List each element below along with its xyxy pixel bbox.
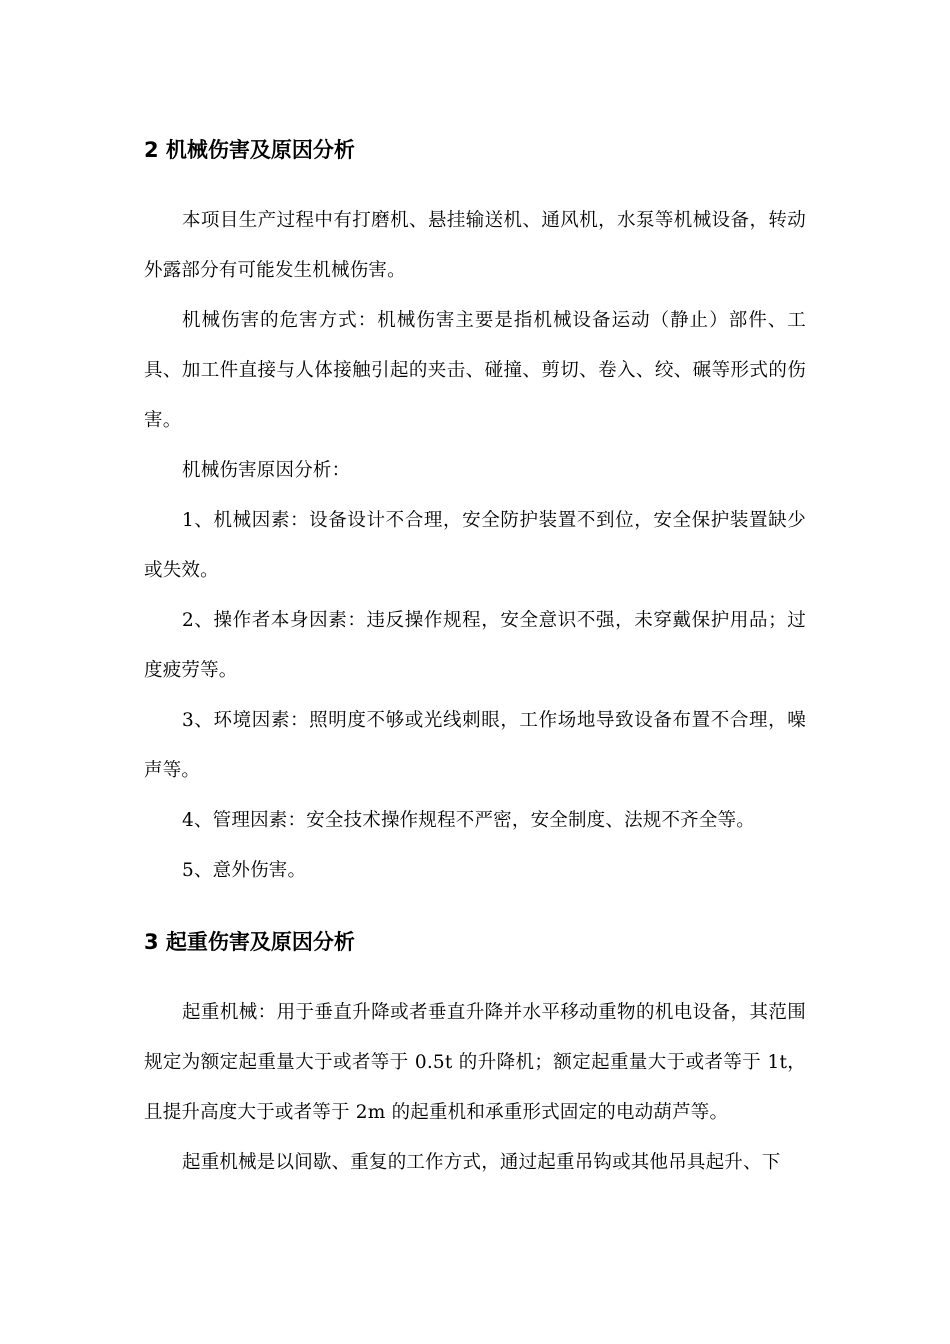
paragraph-equipment-overview: 本项目生产过程中有打磨机、悬挂输送机、通风机，水泵等机械设备，转动外露部分有可能发生机械伤害。 bbox=[144, 210, 806, 281]
section-heading-lifting-injury: 3 起重伤害及原因分析 bbox=[144, 930, 355, 954]
paragraph-cause-environment: 3、环境因素：照明度不够或光线刺眼，工作场地导致设备布置不合理，噪声等。 bbox=[144, 710, 806, 781]
paragraph-cause-analysis-intro: 机械伤害原因分析： bbox=[182, 460, 351, 481]
paragraph-cause-operator: 2、操作者本身因素：违反操作规程，安全意识不强，未穿戴保护用品；过度疲劳等。 bbox=[144, 610, 806, 681]
paragraph-cause-mechanical: 1、机械因素：设备设计不合理，安全防护装置不到位，安全保护装置缺少或失效。 bbox=[144, 510, 806, 581]
paragraph-lifting-machinery-definition: 起重机械：用于垂直升降或者垂直升降并水平移动重物的机电设备，其范围规定为额定起重量大于或者等于 0.5t 的升降机；额定起重量大于或者等于 1t，且提升高度大于或者等于 2m 的起重机和承重形式固定的电动葫芦等。 bbox=[144, 1002, 806, 1123]
paragraph-cause-accident: 5、意外伤害。 bbox=[182, 860, 307, 881]
paragraph-cause-management: 4、管理因素：安全技术操作规程不严密，安全制度、法规不齐全等。 bbox=[182, 810, 755, 831]
paragraph-lifting-machinery-operation: 起重机械是以间歇、重复的工作方式，通过起重吊钩或其他吊具起升、下 bbox=[182, 1152, 781, 1173]
section-heading-mechanical-injury: 2 机械伤害及原因分析 bbox=[144, 138, 355, 162]
paragraph-injury-modes: 机械伤害的危害方式：机械伤害主要是指机械设备运动（静止）部件、工具、加工件直接与人体接触引起的夹击、碰撞、剪切、卷入、绞、碾等形式的伤害。 bbox=[144, 310, 806, 431]
